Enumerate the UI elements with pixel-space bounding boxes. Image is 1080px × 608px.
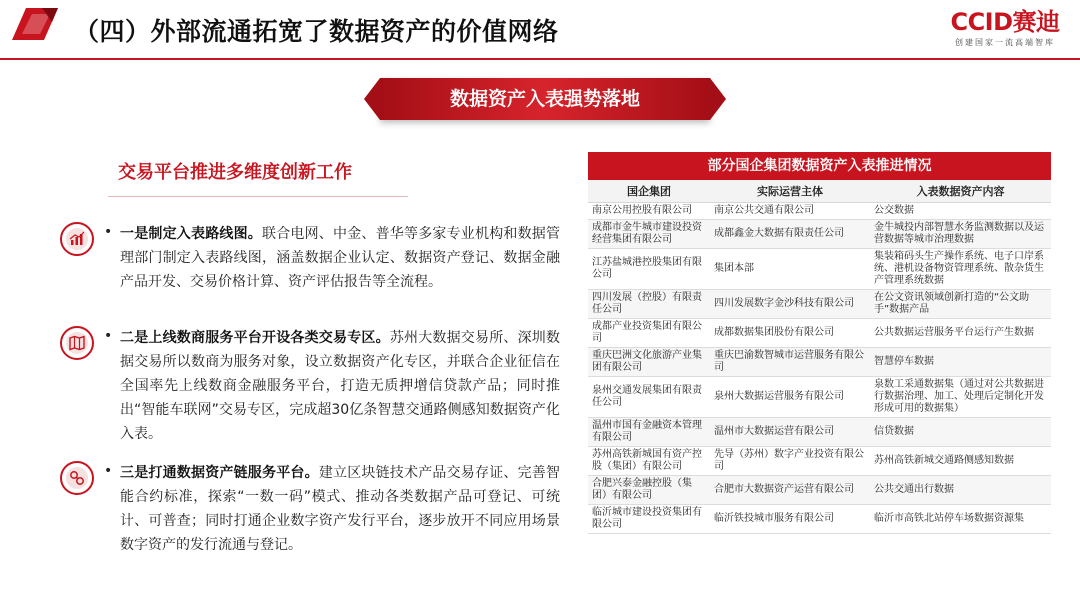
- page-title: （四）外部流通拓宽了数据资产的价值网络: [74, 17, 559, 46]
- table-cell: 南京公共交通有限公司: [710, 202, 870, 219]
- headline-banner: 数据资产入表强势落地: [380, 78, 710, 120]
- point-text: [120, 461, 560, 557]
- table-cell: 泉数工采通数据集（通过对公共数据进行数据治理、加工、处理后定制化开发形成可用的数据集）: [870, 376, 1051, 417]
- table-cell: 成都鑫金大数据有限责任公司: [710, 219, 870, 248]
- table-cell: 泉州大数据运营服务有限公司: [710, 376, 870, 417]
- table-row: [588, 202, 1051, 219]
- header-divider: [0, 58, 1080, 60]
- table-cell: 温州市大数据运营有限公司: [710, 417, 870, 446]
- brand-name: CCID赛迪: [950, 8, 1060, 36]
- bar-chart-icon: [60, 222, 94, 256]
- table-row: [588, 504, 1051, 533]
- table-cell: 信贷数据: [870, 417, 1051, 446]
- table-cell: 四川发展（控股）有限责任公司: [588, 289, 710, 318]
- point-body: 联合电网、中金、普华等多家专业机构和数据管理部门制定入表路线图，涵盖数据企业认定、数据资产登记、数据金融产品开发、交易价格计算、资产评估报告等全流程。: [120, 226, 560, 290]
- bullet: •: [104, 328, 113, 344]
- point-lead: 一是制定入表路线图。: [120, 226, 262, 242]
- brand-logo: [942, 8, 1068, 48]
- table-cell: 合肥兴泰金融控股（集团）有限公司: [588, 475, 710, 504]
- table-cell: 苏州高铁新城交通路侧感知数据: [870, 446, 1051, 475]
- table-cell: 苏州高铁新城国有资产控股（集团）有限公司: [588, 446, 710, 475]
- table-cell: 在公文资讯领域创新打造的“公文助手”数据产品: [870, 289, 1051, 318]
- table-cell: 智慧停车数据: [870, 347, 1051, 376]
- table-cell: 重庆巴渝数智城市运营服务有限公司: [710, 347, 870, 376]
- point-text: [120, 326, 560, 446]
- logo-slash-icon: [12, 8, 58, 40]
- table-cell: 公交数据: [870, 202, 1051, 219]
- table-row: [588, 446, 1051, 475]
- column-header: 实际运营主体: [710, 180, 870, 202]
- bullet: •: [104, 224, 113, 240]
- table-cell: 四川发展数字金沙科技有限公司: [710, 289, 870, 318]
- point-text: [120, 222, 560, 294]
- table-cell: 江苏盐城港控股集团有限公司: [588, 248, 710, 289]
- point-lead: 三是打通数据资产链服务平台。: [120, 465, 319, 481]
- table-cell: 金牛城投内部智慧水务监测数据以及运营数据等城市治理数据: [870, 219, 1051, 248]
- point-body: 建立区块链技术产品交易存证、完善智能合约标准，探索“一数一码”模式、推动各类数据产品可登记、可统计、可普查；同时打通企业数字资产发行平台，逐步放开不同应用场景数字资产的发行流通与登记。: [120, 465, 561, 553]
- table-header-row: [588, 180, 1051, 202]
- table-row: [588, 289, 1051, 318]
- table-cell: 临沂铁投城市服务有限公司: [710, 504, 870, 533]
- table-cell: 成都数据集团股份有限公司: [710, 318, 870, 347]
- table-cell: 成都市金牛城市建设投资经营集团有限公司: [588, 219, 710, 248]
- map-icon: [60, 326, 94, 360]
- chain-icon: [60, 461, 94, 495]
- column-header: 国企集团: [588, 180, 710, 202]
- point-lead: 二是上线数商服务平台开设各类交易专区。: [120, 330, 390, 346]
- table-row: [588, 219, 1051, 248]
- table-row: [588, 417, 1051, 446]
- section-title: 交易平台推进多维度创新工作: [118, 162, 352, 183]
- table-cell: 泉州交通发展集团有限责任公司: [588, 376, 710, 417]
- point-body: 苏州大数据交易所、深圳数据交易所以数商为服务对象，设立数据资产化专区，并联合企业征信在全国率先上线数商金融服务平台，打造无质押增信贷款产品；同时推出“智能车联网”交易专区，完成超30亿条智慧交通路侧感知数据资产化入表。: [120, 330, 561, 442]
- brand-tagline: 创建国家一流高端智库: [955, 38, 1055, 47]
- table-title: 部分国企集团数据资产入表推进情况: [588, 152, 1051, 180]
- section-divider: [108, 196, 408, 197]
- table-row: [588, 475, 1051, 504]
- data-table: [588, 180, 1051, 534]
- table-cell: 重庆巴洲文化旅游产业集团有限公司: [588, 347, 710, 376]
- table-cell: 临沂市高铁北站停车场数据资源集: [870, 504, 1051, 533]
- column-header: 入表数据资产内容: [870, 180, 1051, 202]
- table-cell: 成都产业投资集团有限公司: [588, 318, 710, 347]
- table-row: [588, 248, 1051, 289]
- table-cell: 集团本部: [710, 248, 870, 289]
- table-cell: 温州市国有金融资本管理有限公司: [588, 417, 710, 446]
- table-row: [588, 318, 1051, 347]
- table-cell: 临沂城市建设投资集团有限公司: [588, 504, 710, 533]
- table-cell: 公共数据运营服务平台运行产生数据: [870, 318, 1051, 347]
- table-cell: 公共交通出行数据: [870, 475, 1051, 504]
- soe-table: [588, 152, 1051, 534]
- table-cell: 集装箱码头生产操作系统、电子口岸系统、港机设备物资管理系统、散杂货生产管理系统数据: [870, 248, 1051, 289]
- table-row: [588, 376, 1051, 417]
- table-cell: 合肥市大数据资产运营有限公司: [710, 475, 870, 504]
- table-cell: 先导（苏州）数字产业投资有限公司: [710, 446, 870, 475]
- bullet: •: [104, 463, 113, 479]
- table-row: [588, 347, 1051, 376]
- table-cell: 南京公用控股有限公司: [588, 202, 710, 219]
